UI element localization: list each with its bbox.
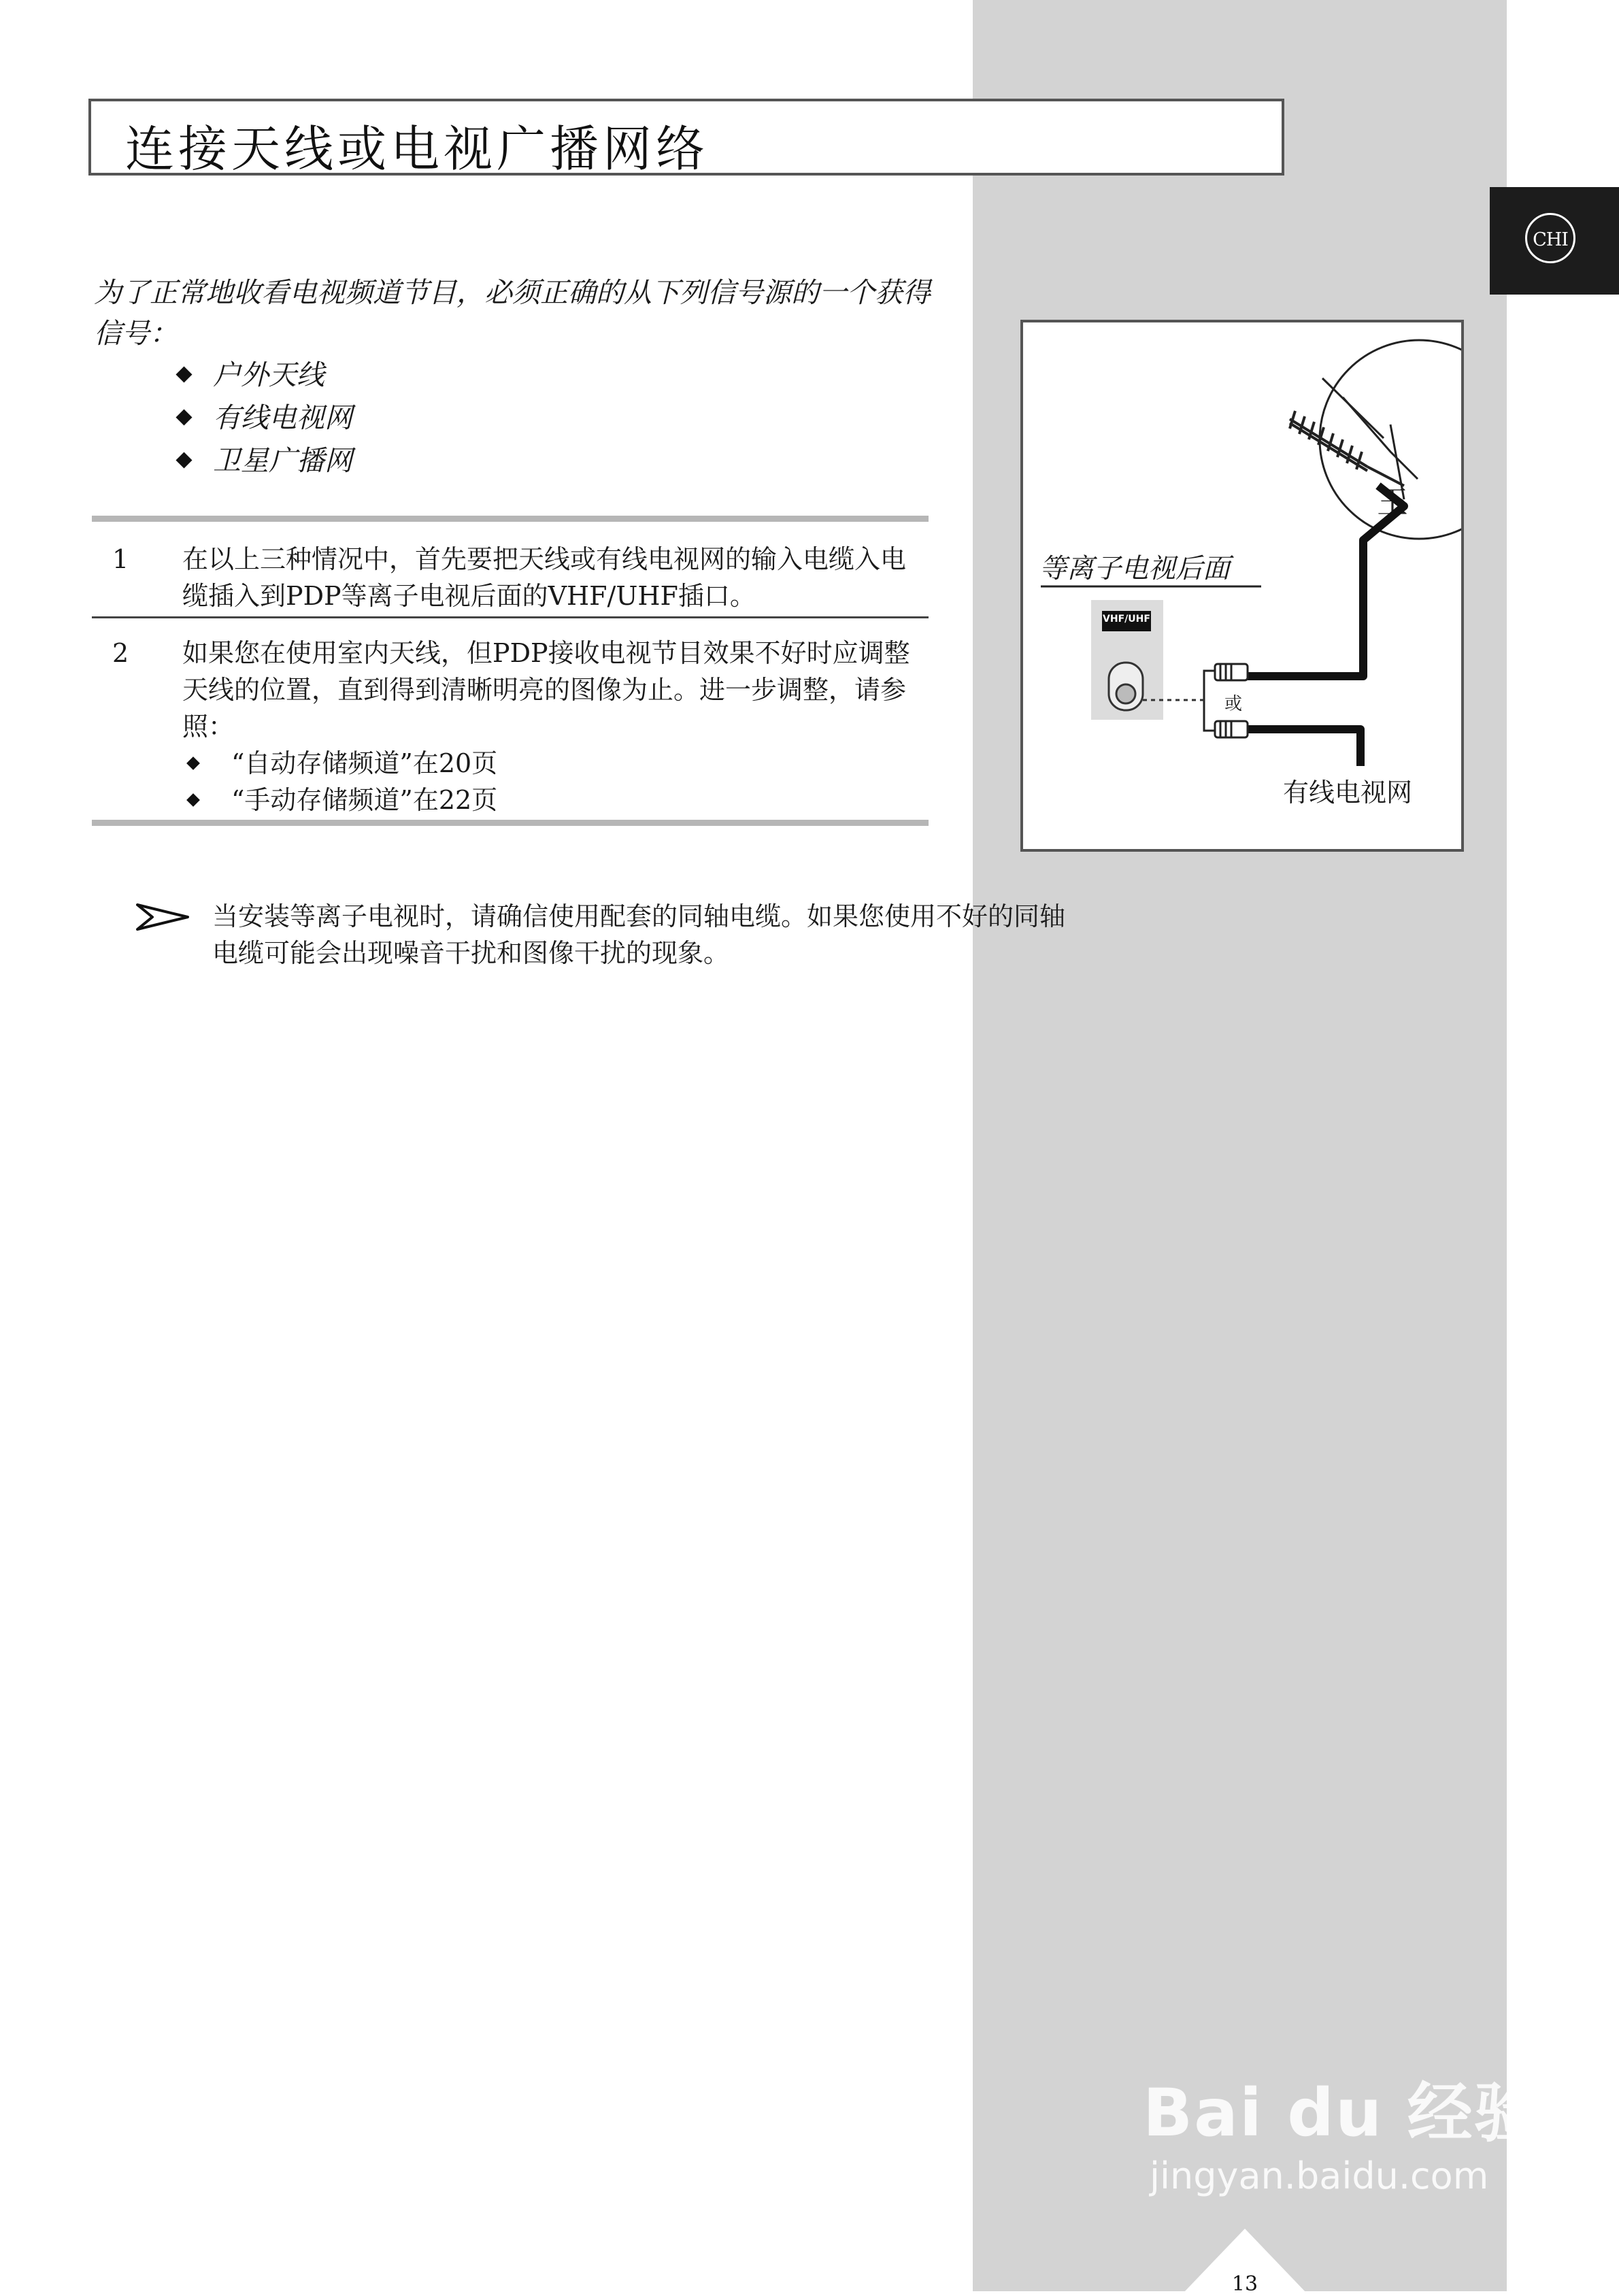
- source-list: [178, 354, 352, 482]
- reference-item: “手动存储频道”在22页: [92, 782, 924, 818]
- step-text: 如果您在使用室内天线，但PDP接收电视节目效果不好时应调整天线的位置，直到得到清晰明亮的图像为止。进一步调整，请参照：: [182, 638, 910, 742]
- cable-network-label: 有线电视网: [1283, 778, 1413, 808]
- list-item: 有线电视网: [178, 397, 352, 439]
- note-text: 当安装等离子电视时，请确信使用配套的同轴电缆。如果您使用不好的同轴电缆可能会出现噪音干扰和图像干扰的现象。: [212, 901, 1066, 968]
- port-label: VHF/UHF: [1103, 614, 1150, 625]
- step-text: 在以上三种情况中，首先要把天线或有线电视网的输入电缆入电缆插入到PDP等离子电视后面的VHF/UHF插口。: [182, 544, 907, 611]
- divider: [92, 516, 929, 522]
- step-body: [182, 635, 924, 818]
- watermark-url: jingyan.baidu.com: [1150, 2154, 1489, 2197]
- note-arrow-icon: [136, 902, 190, 932]
- language-tab: [1490, 187, 1619, 295]
- language-badge: CHI: [1525, 213, 1575, 263]
- divider: [92, 820, 929, 826]
- divider: [92, 616, 929, 618]
- watermark: [1143, 2061, 1541, 2197]
- title-box: [88, 99, 1284, 176]
- tv-network-cable: [1248, 729, 1361, 766]
- right-margin: [1507, 0, 1619, 2291]
- connection-diagram: [1020, 320, 1464, 852]
- page-title: 连接天线或电视广播网络: [125, 120, 710, 178]
- intro-text: 为了正常地收看电视频道节目，必须正确的从下列信号源的一个获得信号：: [94, 276, 931, 350]
- diamond-bullet-icon: [176, 366, 192, 382]
- page-number: 13: [1231, 2272, 1258, 2296]
- vhf-uhf-port-icon: [1109, 663, 1143, 710]
- svg-text:王: 王: [1377, 484, 1408, 520]
- diamond-bullet-icon: [176, 452, 192, 468]
- reference-item: “自动存储频道”在20页: [92, 745, 924, 782]
- step-number: 1: [112, 544, 129, 574]
- list-item: 户外天线: [178, 354, 352, 397]
- watermark-brand: Bai du 经验: [1143, 2075, 1541, 2151]
- diagram-illustration: [1023, 322, 1461, 849]
- or-label: 或: [1224, 694, 1243, 714]
- diamond-bullet-icon: [176, 409, 192, 425]
- step-number: 2: [112, 638, 129, 668]
- list-item: 卫星广播网: [178, 439, 352, 482]
- tv-rear-label: 等离子电视后面: [1039, 553, 1230, 584]
